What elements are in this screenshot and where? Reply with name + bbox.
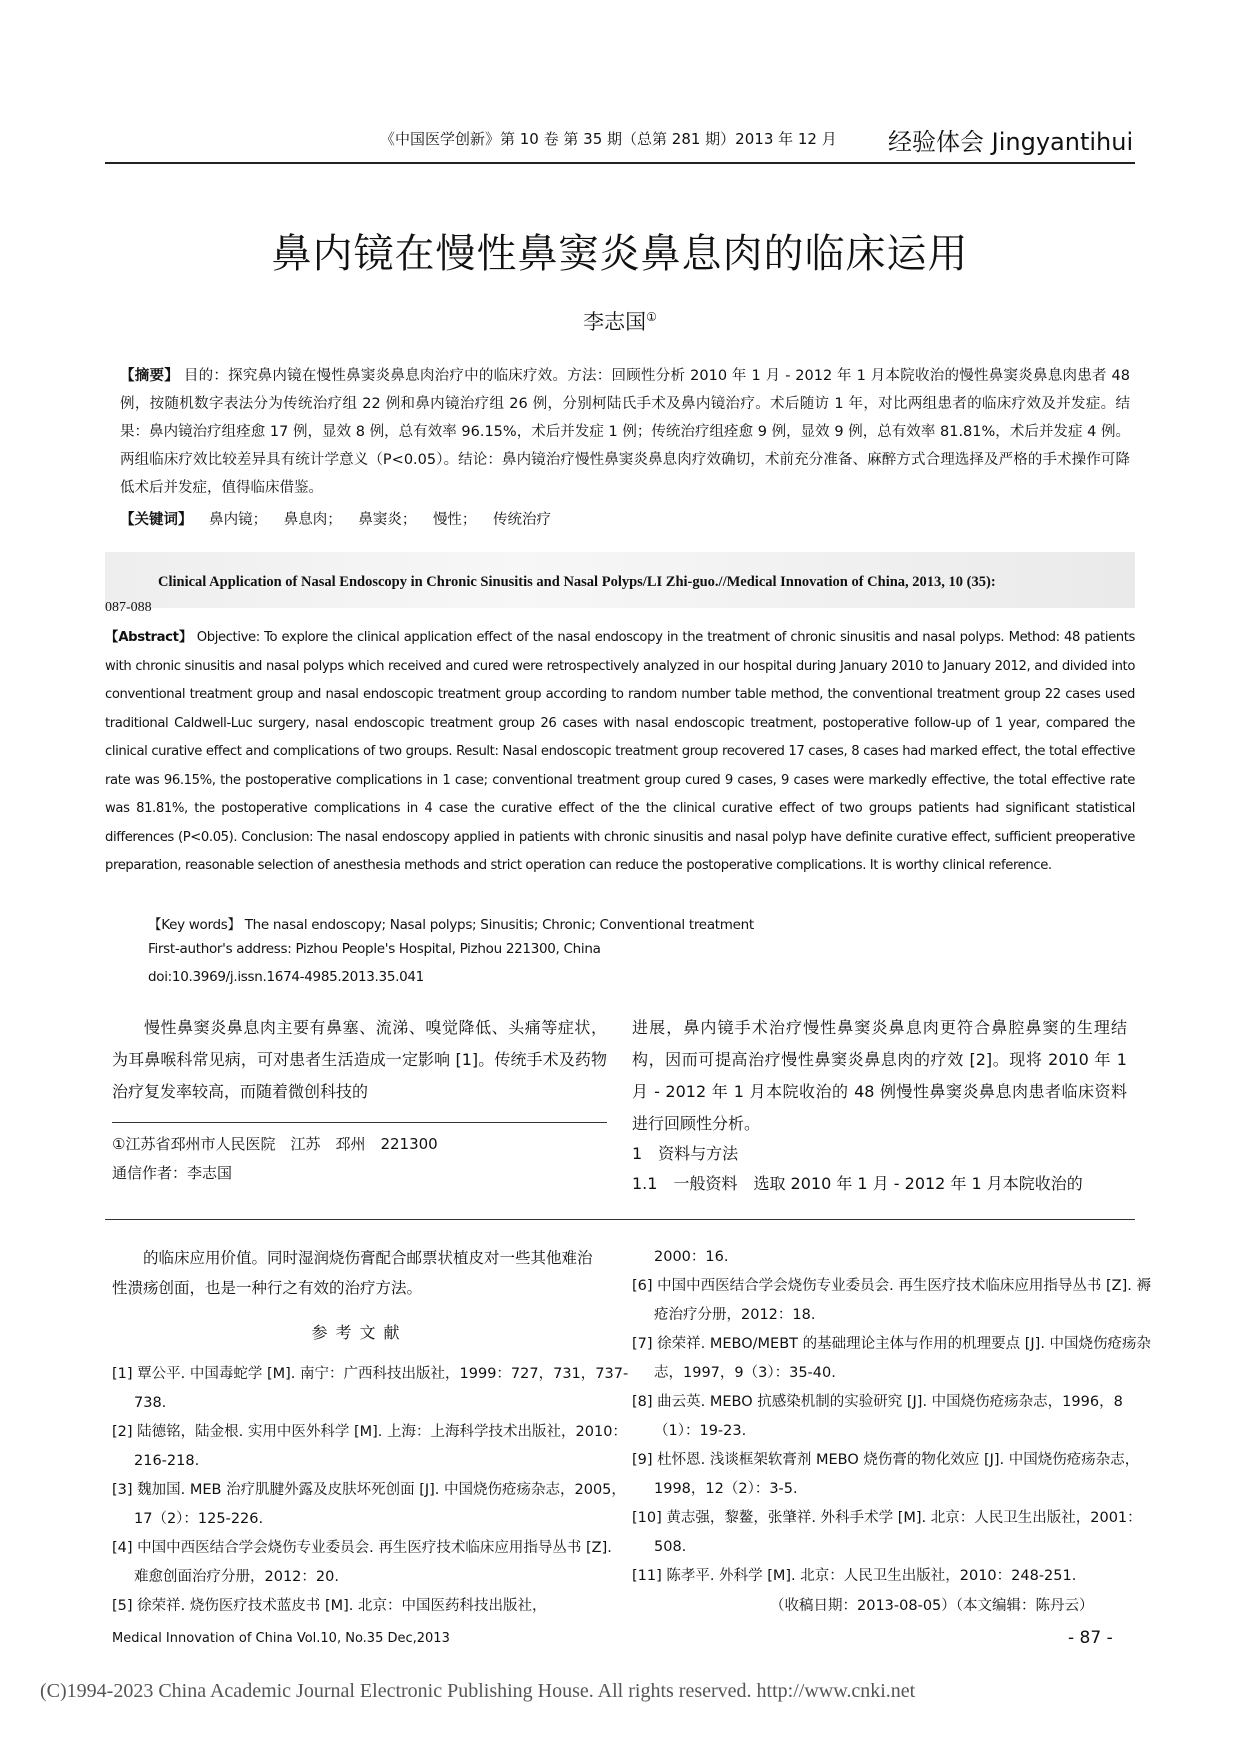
- english-abstract-label: 【Abstract】: [105, 630, 193, 645]
- received-date: （收稿日期：2013-08-05）（本文编辑：陈丹云）: [770, 1598, 1094, 1614]
- body-right-paragraph: 进展，鼻内镜手术治疗慢性鼻窦炎鼻息肉更符合鼻腔鼻窦的生理结构，因而可提高治疗慢性鼻窦炎鼻息肉的疗效 [2]。现将 2010 年 1 月 - 2012 年 1 月本院收治的 48 例慢性鼻窦炎鼻息肉患者临床资料进行回顾性分析。: [632, 1018, 1127, 1133]
- references-title: 参考文献: [311, 1323, 408, 1342]
- footnote-divider: [112, 1122, 607, 1123]
- footer-journal: Medical Innovation of China Vol.10, No.35 Dec,2013: [112, 1631, 450, 1646]
- keywords-cn: [120, 508, 1130, 529]
- doi: doi:10.3969/j.issn.1674-4985.2013.35.041: [148, 969, 424, 985]
- column-name: 经验体会 Jingyantihui: [888, 128, 1134, 156]
- keyword-cn-item: 鼻息肉；: [283, 512, 342, 528]
- journal-info: 《中国医学创新》第 10 卷 第 35 期（总第 281 期）2013 年 12 月: [380, 130, 837, 148]
- body-left-paragraph: 慢性鼻窦炎鼻息肉主要有鼻塞、流涕、嗅觉降低、头痛等症状，为耳鼻喉科常见病，可对患者生活造成一定影响 [1]。传统手术及药物治疗复发率较高，而随着微创科技的: [112, 1018, 607, 1101]
- abstract-cn-label: 【摘要】: [120, 368, 179, 384]
- keyword-cn-item: 鼻窦炎；: [358, 512, 417, 528]
- english-abstract: [105, 624, 1135, 881]
- page-number: - 87 -: [1068, 1628, 1113, 1648]
- first-author-address: First-author's address: Pizhou People's Hospital, Pizhou 221300, China: [148, 941, 601, 957]
- keywords-cn-label: 【关键词】: [120, 512, 193, 528]
- abstract-cn-text: 目的：探究鼻内镜在慢性鼻窦炎鼻息肉治疗中的临床疗效。方法：回顾性分析 2010 年 1 月 - 2012 年 1 月本院收治的慢性鼻窦炎鼻息肉患者 48 例，按随机数字表法分为传统治疗组 22 例和鼻内镜治疗组 26 例，分别柯陆氏手术及鼻内镜治疗。术后随访 1 年，对比两组患者的临床疗效及并发症。结果：鼻内镜治疗组痊愈 17 例，显效 8 例，总有效率 96.15%，术后并发症 1 例；传统治疗组痊愈 9 例，显效 9 例，总有效率 81.81%，术后并发症 4 例。两组临床疗效比较差异具有统计学意义（P<0.05）。结论：鼻内镜治疗慢性鼻窦炎鼻息肉疗效确切，术前充分准备、麻醉方式合理选择及严格的手术操作可降低术后并发症，值得临床借鉴。: [120, 368, 1131, 496]
- english-abstract-text: Objective: To explore the clinical application effect of the nasal endoscopy in the treatment of chronic sinusitis and nasal polyps. Method: 48 patients with chronic sinusitis and nasal polyps which received and cured were retrospectively analyzed in our hospital during January 2010 to January 2012, and divided into conventional treatment group and nasal endoscopic treatment group according to random number table method, the conventional treatment group 22 cases used traditional Caldwell-Luc surgery, nasal endoscopic treatment group 26 cases with nasal endoscopic treatment, postoperative follow-up of 1 year, compared the clinical curative effect and complications of two groups. Result: Nasal endoscopic treatment group recovered 17 cases, 8 cases had marked effect, the total effective rate was 96.15%, the postoperative complications in 1 case; conventional treatment group cured 9 cases, 9 cases were markedly effective, the total effective rate was 81.81%, the postoperative complications in 4 case the curative effect of the the clinical curative effect of two groups patients had significant statistical differences (P<0.05). Conclusion: The nasal endoscopy applied in patients with chronic sinusitis and nasal polyp have definite curative effect, sufficient preoperative preparation, reasonable selection of anesthesia methods and strict operation can reduce the postoperative complications. It is worthy clinical reference.: [105, 630, 1135, 873]
- reference-item: [11] 陈孝平. 外科学 [M]. 北京：人民卫生出版社，2010：248-251.: [632, 1568, 1077, 1584]
- abstract-cn: [120, 362, 1130, 502]
- reference-item: [1] 覃公平. 中国毒蛇学 [M]. 南宁：广西科技出版社，1999：727，731，737-738.: [112, 1366, 629, 1411]
- reference-item: [2] 陆德铭，陆金根. 实用中医外科学 [M]. 上海：上海科学技术出版社，2010：216-218.: [112, 1424, 627, 1469]
- keyword-cn-item: 传统治疗: [493, 512, 552, 528]
- english-keywords: [148, 913, 754, 933]
- copyright-notice: (C)1994-2023 China Academic Journal Electronic Publishing House. All rights reserved. http://www.cnki.net: [40, 1680, 916, 1702]
- english-title-line: Clinical Application of Nasal Endoscopy in Chronic Sinusitis and Nasal Polyps/LI Zhi-guo.//Medical Innovation of China, 2013, 10 (35):: [158, 574, 996, 590]
- english-pages: 087-088: [105, 600, 152, 615]
- english-keywords-label: 【Key words】: [148, 917, 241, 933]
- reference-item: [6] 中国中西医结合学会烧伤专业委员会. 再生医疗技术临床应用指导丛书 [Z]. 褥疮治疗分册，2012：18.: [632, 1278, 1151, 1323]
- prev-article-text: 的临床应用价值。同时湿润烧伤膏配合邮票状植皮对一些其他难治性溃疡创面，也是一种行之有效的治疗方法。: [112, 1249, 593, 1297]
- reference-item: 2000：16.: [654, 1249, 729, 1265]
- reference-item: [3] 魏加国. MEB 治疗肌腱外露及皮肤坏死创面 [J]. 中国烧伤疮疡杂志，2005，17（2）：125-226.: [112, 1482, 626, 1527]
- subsection-heading: 1.1 一般资料 选取 2010 年 1 月 - 2012 年 1 月本院收治的: [632, 1174, 1083, 1193]
- section-heading: 1 资料与方法: [632, 1144, 739, 1163]
- author-name: 李志国: [583, 310, 647, 334]
- reference-item: [10] 黄志强，黎鳌，张肇祥. 外科手术学 [M]. 北京：人民卫生出版社，2001：508.: [632, 1510, 1142, 1555]
- header-divider: [105, 162, 1135, 164]
- reference-item: [9] 杜怀恩. 浅谈框架软膏剂 MEBO 烧伤膏的物化效应 [J]. 中国烧伤疮疡杂志，1998，12（2）：3-5.: [632, 1452, 1140, 1497]
- english-keywords-text: The nasal endoscopy; Nasal polyps; Sinusitis; Chronic; Conventional treatment: [244, 917, 754, 933]
- author-footnote-mark: ①: [646, 310, 657, 324]
- keyword-cn-item: 鼻内镜；: [209, 512, 268, 528]
- article-author: [0, 306, 1240, 336]
- footnote-affiliation: ①江苏省邳州市人民医院 江苏 邳州 221300: [112, 1135, 438, 1153]
- section-divider: [105, 1219, 1135, 1220]
- article-title: 鼻内镜在慢性鼻窦炎鼻息肉的临床运用: [271, 231, 969, 277]
- footnote-correspondence: 通信作者：李志国: [112, 1164, 233, 1182]
- keyword-cn-item: 慢性；: [432, 512, 477, 528]
- reference-item: [5] 徐荣祥. 烧伤医疗技术蓝皮书 [M]. 北京：中国医药科技出版社，: [112, 1598, 547, 1614]
- reference-item: [4] 中国中西医结合学会烧伤专业委员会. 再生医疗技术临床应用指导丛书 [Z]. 难愈创面治疗分册，2012：20.: [112, 1540, 612, 1585]
- reference-item: [8] 曲云英. MEBO 抗感染机制的实验研究 [J]. 中国烧伤疮疡杂志，1996，8（1）：19-23.: [632, 1394, 1123, 1439]
- reference-item: [7] 徐荣祥. MEBO/MEBT 的基础理论主体与作用的机理要点 [J]. 中国烧伤疮疡杂志，1997，9（3）：35-40.: [632, 1336, 1152, 1381]
